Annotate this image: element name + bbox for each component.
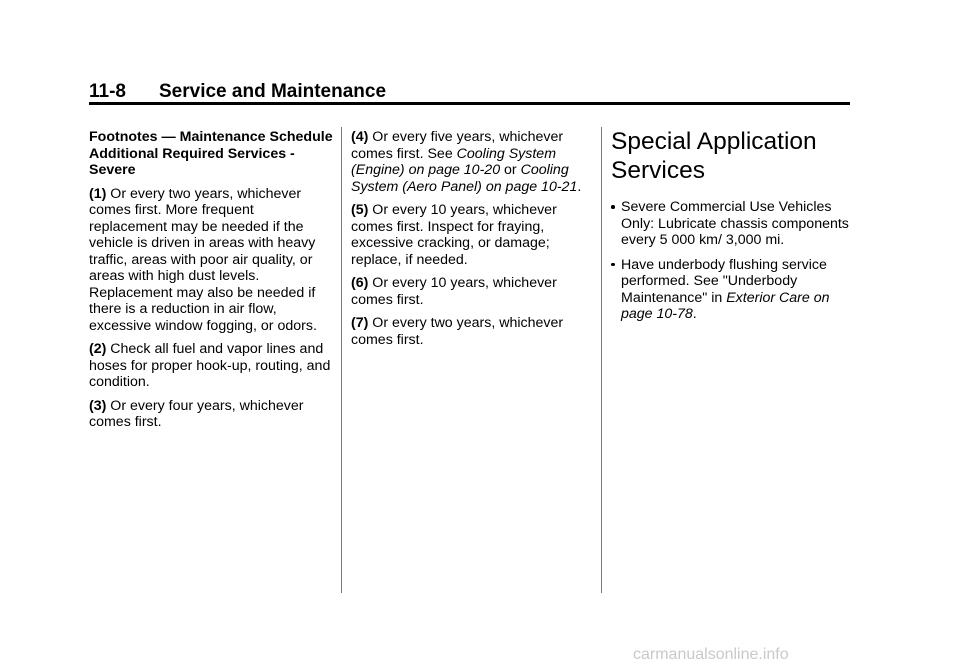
page-header: [89, 80, 386, 104]
list-item-text: .: [692, 306, 697, 322]
footnote-text: Or every four years, whichever comes first.: [89, 397, 304, 430]
list-item-text: Severe Commercial Use Vehicles Only: Lubricate chassis components every 5 000 km/ 3,000 mi.: [621, 199, 849, 248]
section-heading: Special Application Services: [611, 128, 817, 184]
footnotes-title: Footnotes — Maintenance Schedule Additional Required Services - Severe: [89, 129, 333, 178]
footnote-5: [351, 202, 589, 268]
list-item: [611, 199, 861, 249]
column-divider: [341, 127, 342, 593]
footnote-number: (4): [351, 129, 369, 145]
footnote-text: Or every five years, whichever comes first. See: [351, 129, 564, 162]
column-special-services: [611, 127, 861, 331]
footnote-1: [89, 186, 334, 335]
footnote-7: [351, 315, 589, 348]
footnote-6: [351, 275, 589, 308]
footnote-number: (1): [89, 185, 107, 202]
footnote-text: .: [577, 178, 582, 195]
bullet-list: [611, 199, 861, 323]
cross-reference-link[interactable]: Exterior Care on page 10-78: [621, 289, 830, 322]
footnote-text: Or every 10 years, whichever comes first.: [351, 275, 557, 308]
footnote-text: Check all fuel and vapor lines and hoses for proper hook-up, routing, and condition.: [89, 341, 331, 390]
bullet-icon: [611, 263, 615, 267]
cross-reference-link[interactable]: Cooling System (Engine) on page 10-20: [351, 145, 557, 178]
watermark: carmanualsonline.info: [633, 646, 789, 663]
footnote-text: Or every 10 years, whichever comes first. Inspect for fraying, excessive cracking, or damage; replace, if needed.: [351, 202, 557, 268]
section-title: Service and Maintenance: [159, 81, 387, 102]
column-footnotes: [89, 129, 334, 438]
footnote-number: (5): [351, 202, 369, 218]
cross-reference-link[interactable]: Cooling System (Aero Panel) on page 10-21: [351, 162, 578, 195]
list-item: [611, 257, 861, 323]
footnote-number: (6): [351, 275, 369, 291]
footnote-4: [351, 129, 589, 195]
footnote-text: Or every two years, whichever comes first.: [351, 315, 564, 348]
column-divider: [601, 127, 602, 593]
footnote-3: [89, 398, 334, 431]
footnote-text: or: [500, 162, 521, 178]
footnote-number: (7): [351, 315, 369, 331]
section-number: 11-8: [89, 81, 126, 102]
footnote-number: (3): [89, 397, 107, 414]
bullet-icon: [611, 205, 615, 209]
footnote-number: (2): [89, 341, 107, 357]
footnote-2: [89, 341, 334, 391]
footnote-text: Or every two years, whichever comes first. More frequent replacement may be needed if the vehicle is driven in areas with heavy traffic, areas with poor air quality, or areas with high dust levels. Replacement may also be needed if there is a reduction in air flow, excessive window fogging, or odors.: [89, 185, 317, 334]
header-rule: [89, 102, 850, 105]
column-footnotes-continued: [351, 129, 589, 355]
list-item-text: Have underbody flushing service performed. See "Underbody Maintenance" in: [621, 256, 827, 306]
